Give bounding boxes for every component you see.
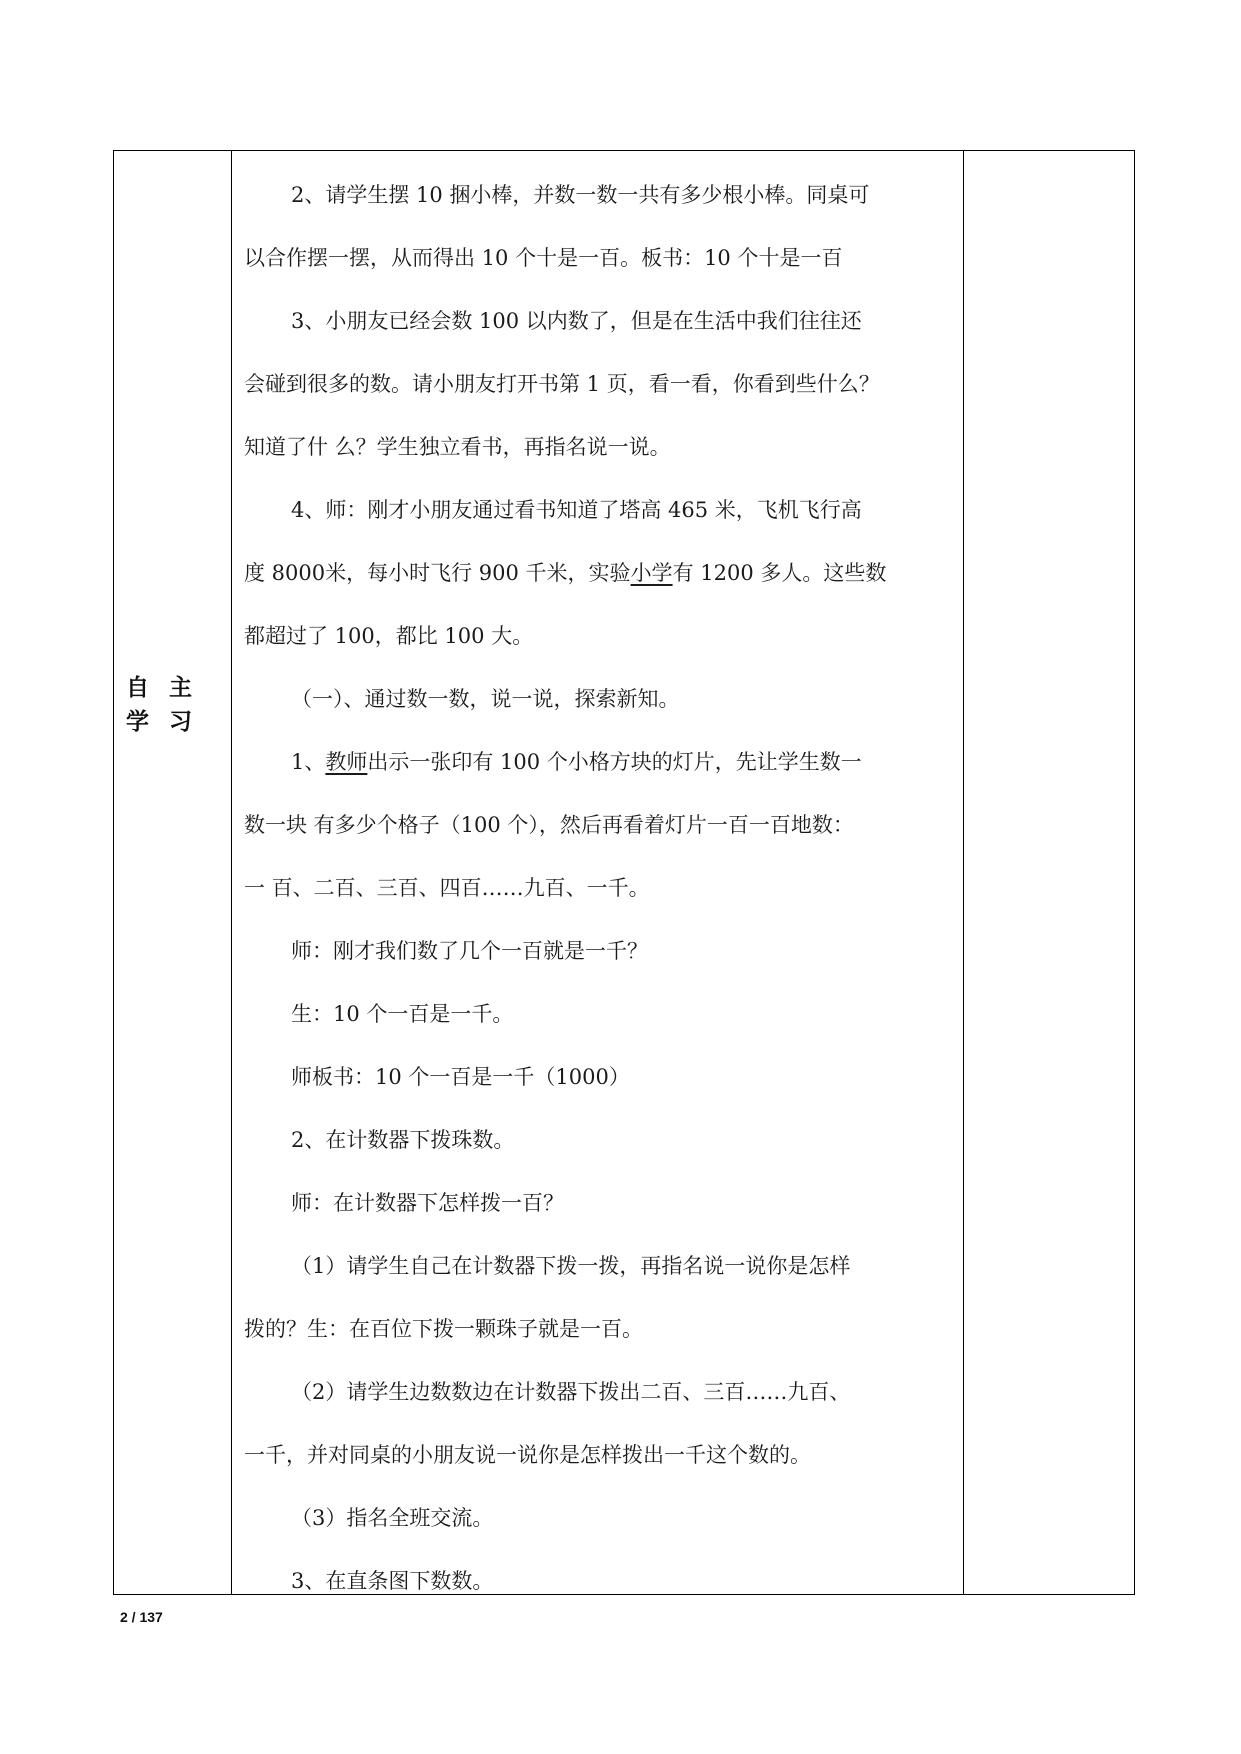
text-segment: 出示一张印有 100 个小格方块的灯片，先让学生数一 (367, 750, 862, 774)
text-segment: 1、 (291, 750, 326, 774)
column-divider-right (963, 151, 964, 1594)
page-number: 2 / 137 (120, 1609, 163, 1625)
content-line: 师板书：10 个一百是一千（1000） (291, 1065, 630, 1089)
content-line: 会碰到很多的数。请小朋友打开书第 1 页，看一看，你看到些什么？ (244, 372, 880, 396)
underlined-term: 小学 (630, 561, 673, 585)
content-line: 2、请学生摆 10 捆小棒，并数一数一共有多少根小棒。同桌可 (291, 183, 870, 207)
content-line: 2、在计数器下拨珠数。 (291, 1128, 515, 1152)
content-line: （一）、通过数一数，说一说，探索新知。 (291, 687, 680, 711)
content-line (244, 563, 886, 584)
column-divider-left (231, 151, 232, 1594)
content-line: 一千，并对同桌的小朋友说一说你是怎样拨出一千这个数的。 (244, 1443, 811, 1467)
section-label: 自 主 学 习 (126, 675, 199, 735)
content-line: 3、小朋友已经会数 100 以内数了，但是在生活中我们往往还 (291, 309, 862, 333)
content-line: 4、师：刚才小朋友通过看书知道了塔高 465 米，飞机飞行高 (291, 498, 862, 522)
content-line: 3、在直条图下数数。 (291, 1569, 494, 1593)
content-line: 一 百、二百、三百、四百……九百、一千。 (244, 876, 650, 900)
content-line (291, 752, 862, 773)
content-line: 以合作摆一摆，从而得出 10 个十是一百。板书：10 个十是一百 (244, 246, 843, 270)
text-segment: 有 1200 多人。这些数 (672, 561, 887, 585)
content-line: （2）请学生边数数边在计数器下拨出二百、三百……九百、 (291, 1380, 851, 1404)
content-line: 拨的？生：在百位下拨一颗珠子就是一百。 (244, 1317, 643, 1341)
lesson-plan-table (113, 150, 1135, 1595)
content-line: 知道了什 么？学生独立看书，再指名说一说。 (244, 435, 671, 459)
content-line: 都超过了 100，都比 100 大。 (244, 624, 534, 648)
content-line: 师：在计数器下怎样拨一百？ (291, 1191, 564, 1215)
content-line: （3）指名全班交流。 (291, 1506, 494, 1530)
content-line: 师：刚才我们数了几个一百就是一千？ (291, 939, 648, 963)
underlined-term: 教师 (325, 750, 368, 774)
text-segment: 度 8000米，每小时飞行 900 千米，实验 (244, 561, 631, 585)
content-line: （1）请学生自己在计数器下拨一拨，再指名说一说你是怎样 (291, 1254, 851, 1278)
content-line: 生：10 个一百是一千。 (291, 1002, 514, 1026)
content-line: 数一块 有多少个格子（100 个），然后再看着灯片一百一百地数： (244, 813, 854, 837)
